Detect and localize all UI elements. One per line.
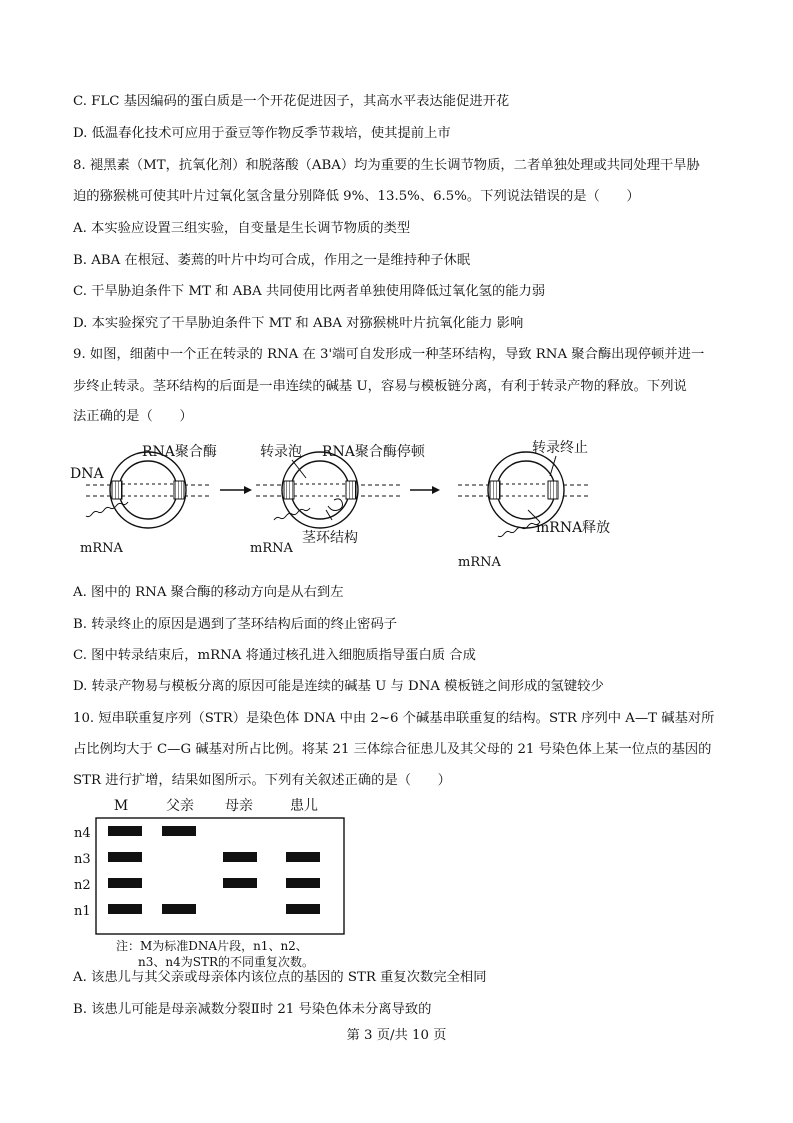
col-label-child: 患儿	[290, 798, 318, 814]
row-label-n4: n4	[74, 826, 91, 841]
row-label-n1: n1	[74, 904, 91, 919]
termination-label: 转录终止	[532, 440, 588, 456]
band-m-n4	[108, 826, 142, 836]
row-label-n3: n3	[74, 852, 91, 867]
option-a-q10: A. 该患儿与其父亲或母亲体内该位点的基因的 STR 重复次数完全相同	[73, 970, 487, 985]
option-b-q9: B. 转录终止的原因是遇到了茎环结构后面的终止密码子	[73, 617, 398, 632]
mrna-label-2: mRNA	[250, 541, 293, 556]
question-10-line3: STR 进行扩增，结果如图所示。下列有关叙述正确的是（ ）	[73, 773, 451, 788]
band-m-n3	[108, 852, 142, 862]
panel-2	[250, 443, 426, 556]
col-label-father: 父亲	[166, 798, 194, 814]
stem-loop-label: 茎环结构	[302, 530, 358, 546]
mrna-release-label: mRNA释放	[536, 520, 611, 536]
band-child-n2	[286, 878, 320, 888]
question-10-line2: 占比例均大于 C—G 碱基对所占比例。将某 21 三体综合征患儿及其父母的 21 号染色体上某一位点的基因的	[73, 742, 712, 757]
transcription-figure	[70, 430, 710, 580]
dna-label: DNA	[70, 466, 104, 482]
panel-1	[70, 444, 217, 556]
band-father-n4	[162, 826, 196, 836]
polymerase-pause-label: RNA聚合酶停顿	[322, 444, 425, 460]
question-9-line3: 法正确的是（ ）	[73, 409, 193, 424]
option-a-q8: A. 本实验应设置三组实验，自变量是生长调节物质的类型	[73, 221, 411, 236]
option-d-q8: D. 本实验探究了干旱胁迫条件下 MT 和 ABA 对猕猴桃叶片抗氧化能力 影响	[73, 316, 524, 331]
option-d-q9: D. 转录产物易与模板分离的原因可能是连续的碱基 U 与 DNA 模板链之间形成的氢键较少	[73, 679, 604, 694]
band-father-n1	[162, 904, 196, 914]
col-label-mother: 母亲	[225, 798, 253, 814]
page-footer: 第 3 页/共 10 页	[346, 1028, 447, 1043]
panel-3	[458, 440, 610, 570]
band-child-n1	[286, 904, 320, 914]
option-b-q8: B. ABA 在根冠、萎蔫的叶片中均可合成，作用之一是维持种子休眠	[73, 253, 471, 268]
option-c-q8: C. 干旱胁迫条件下 MT 和 ABA 共同使用比两者单独使用降低过氧化氢的能力弱	[73, 284, 546, 299]
question-8-line2: 迫的猕猴桃可使其叶片过氧化氢含量分别降低 9%、13.5%、6.5%。下列说法错误的是（ ）	[73, 189, 640, 204]
transcription-bubble-label: 转录泡	[260, 444, 302, 460]
question-10-line1: 10. 短串联重复序列（STR）是染色体 DNA 中由 2~6 个碱基串联重复的结构。STR 序列中 A—T 碱基对所	[73, 711, 715, 726]
str-gel-figure	[72, 796, 352, 971]
mrna-label-1: mRNA	[80, 541, 123, 556]
mrna-label-3: mRNA	[458, 555, 501, 570]
band-m-n1	[108, 904, 142, 914]
figure-note-line1: 注：M为标准DNA片段，n1、n2、	[116, 939, 308, 953]
option-c-q7: C. FLC 基因编码的蛋白质是一个开花促进因子，其高水平表达能促进开花	[73, 94, 510, 109]
col-label-m: M	[113, 798, 129, 814]
rna-polymerase-label: RNA聚合酶	[142, 444, 217, 460]
figure-note-line2: n3、n4为STR的不同重复次数。	[138, 955, 314, 969]
option-b-q10: B. 该患儿可能是母亲减数分裂Ⅱ时 21 号染色体未分离导致的	[73, 1002, 432, 1017]
band-mother-n2	[223, 878, 257, 888]
question-9-line1: 9. 如图，细菌中一个正在转录的 RNA 在 3'端可自发形成一种茎环结构，导致 RNA 聚合酶出现停顿并进一	[73, 347, 705, 362]
question-9-line2: 步终止转录。茎环结构的后面是一串连续的碱基 U，容易与模板链分离，有利于转录产物的释放。下列说	[73, 379, 687, 394]
band-mother-n3	[223, 852, 257, 862]
row-label-n2: n2	[74, 878, 91, 893]
option-d-q7: D. 低温春化技术可应用于蚕豆等作物反季节栽培，使其提前上市	[73, 126, 451, 141]
question-8-line1: 8. 褪黑素（MT，抗氧化剂）和脱落酸（ABA）均为重要的生长调节物质，二者单独处理或共同处理干旱胁	[73, 158, 700, 173]
band-m-n2	[108, 878, 142, 888]
option-a-q9: A. 图中的 RNA 聚合酶的移动方向是从右到左	[73, 585, 344, 600]
option-c-q9: C. 图中转录结束后，mRNA 将通过核孔进入细胞质指导蛋白质 合成	[73, 648, 476, 663]
band-child-n3	[286, 852, 320, 862]
